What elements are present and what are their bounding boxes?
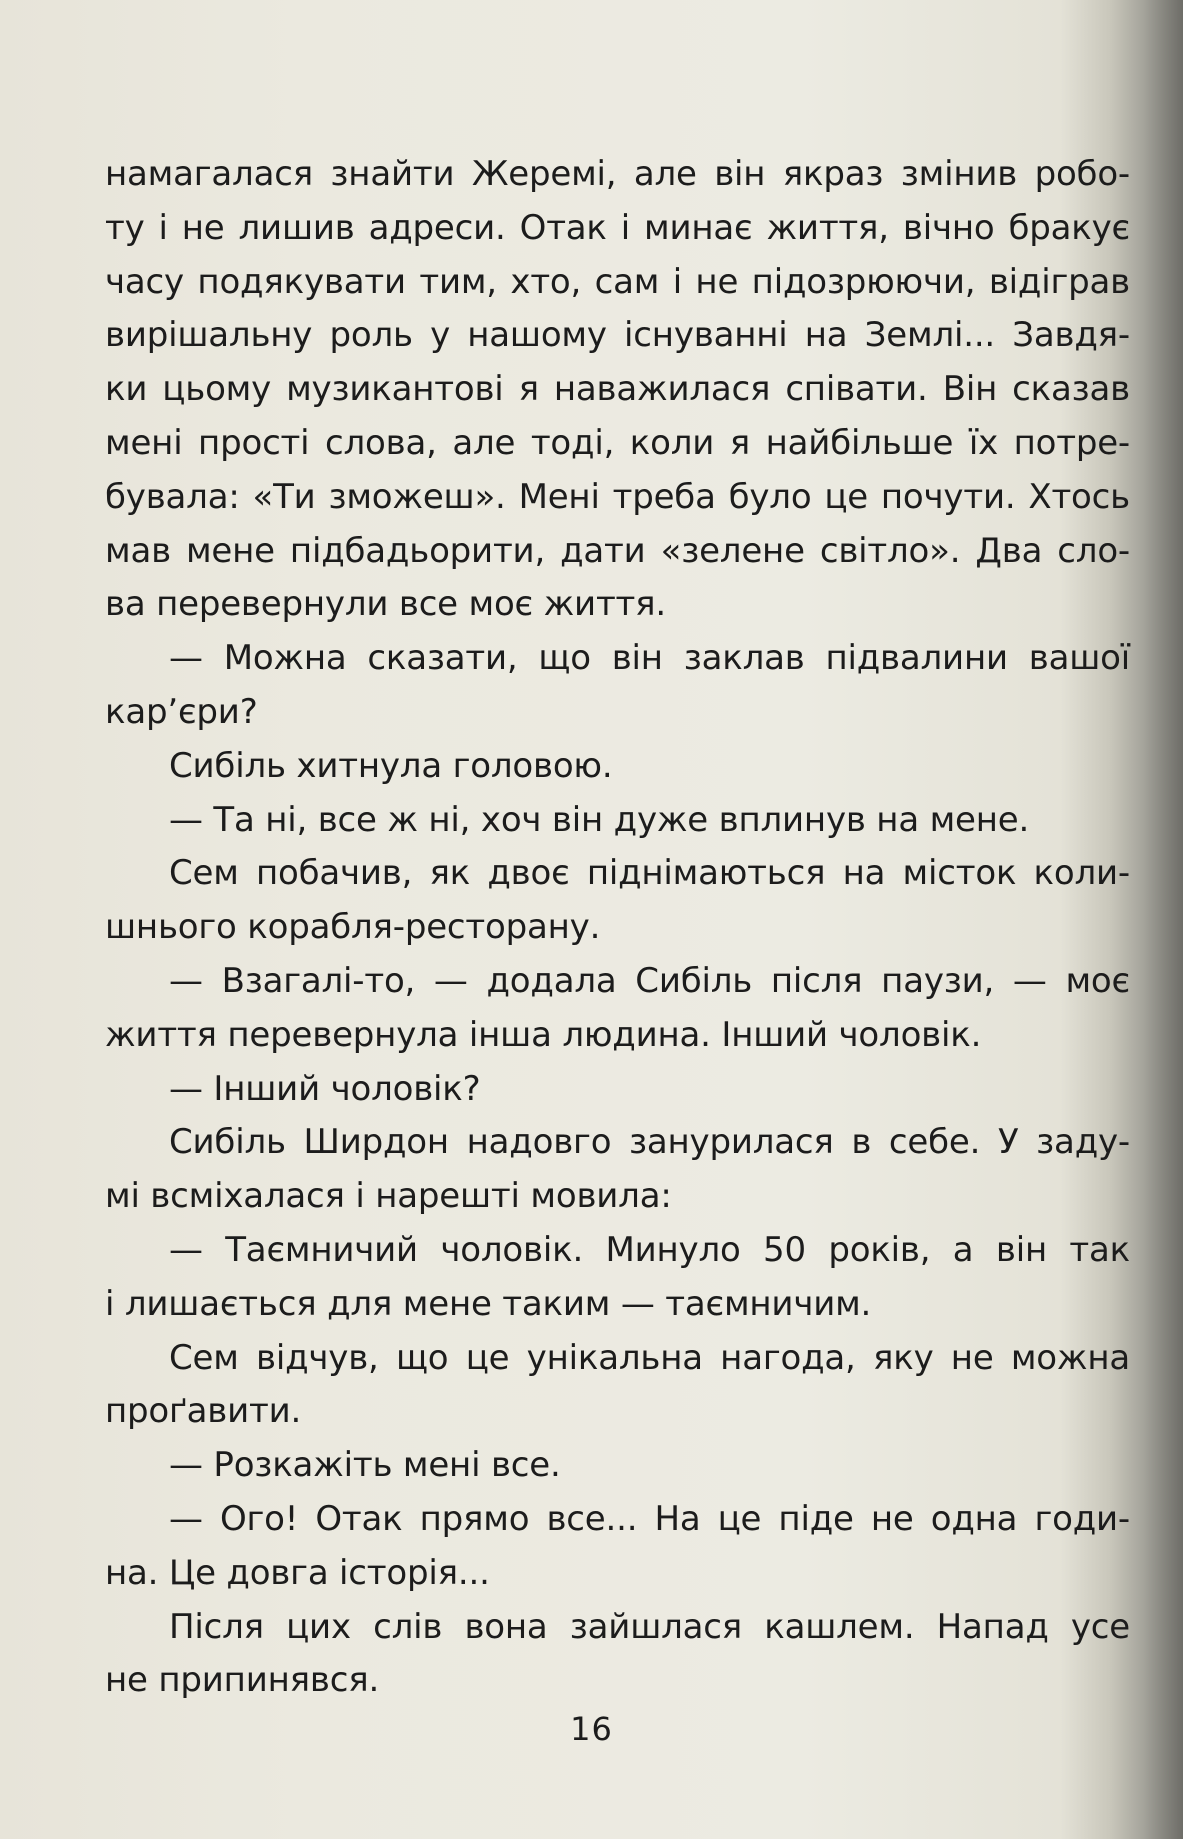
text-line: мі всміхалася і нарешті мовила: [105,1176,672,1217]
body-text [105,148,1130,1708]
page-number: 16 [570,1710,613,1748]
text-line: ки цьому музикантові я наважилася співати. Він сказав [105,369,1130,410]
text-line: — Можна сказати, що він заклав підвалини вашої [169,638,1130,679]
text-line: вирішальну роль у нашому існуванні на Землі... Завдя- [105,315,1130,356]
text-line: ту і не лишив адреси. Отак і минає життя, вічно бракує [105,207,1130,248]
text-line: — Розкажіть мені все. [169,1445,561,1486]
text-line: бувала: «Ти зможеш». Мені треба було це почути. Хтось [105,476,1130,517]
text-line: на. Це довга історія... [105,1552,490,1593]
text-line: життя перевернула інша людина. Інший чоловік. [105,1014,982,1055]
text-line: кар’єри? [105,691,258,732]
text-line: і лишається для мене таким — таємничим. [105,1283,872,1324]
text-line: — Ого! Отак прямо все... На це піде не одна годи- [169,1498,1130,1539]
text-line: Сем відчув, що це унікальна нагода, яку не можна [169,1337,1130,1378]
text-line: — Інший чоловік? [169,1068,481,1109]
text-line: шнього корабля-ресторану. [105,907,601,948]
text-line: Сем побачив, як двоє піднімаються на місток коли- [169,853,1130,894]
text-line: проґавити. [105,1391,302,1432]
text-line: не припинявся. [105,1660,380,1701]
text-line: мені прості слова, але тоді, коли я найбільше їх потре- [105,422,1130,463]
text-line: Сибіль хитнула головою. [169,745,613,786]
page-edge-shadow [1143,0,1183,1839]
text-line: ва перевернули все моє життя. [105,584,667,625]
text-line: намагалася знайти Жеремі, але він якраз змінив робо- [105,154,1130,194]
text-line: — Взагалі-то, — додала Сибіль після паузи, — моє [169,960,1130,1001]
text-line: — Таємничий чоловік. Минуло 50 років, а він так [169,1229,1130,1270]
text-line: часу подякувати тим, хто, сам і не підозрюючи, відіграв [105,261,1130,302]
text-line: Сибіль Ширдон надовго занурилася в себе. У заду- [169,1122,1130,1163]
text-line: мав мене підбадьорити, дати «зелене світло». Два сло- [105,530,1130,571]
text-line: Після цих слів вона зайшлася кашлем. Напад усе [169,1606,1130,1647]
text-line: — Та ні, все ж ні, хоч він дуже вплинув на мене. [169,799,1030,840]
